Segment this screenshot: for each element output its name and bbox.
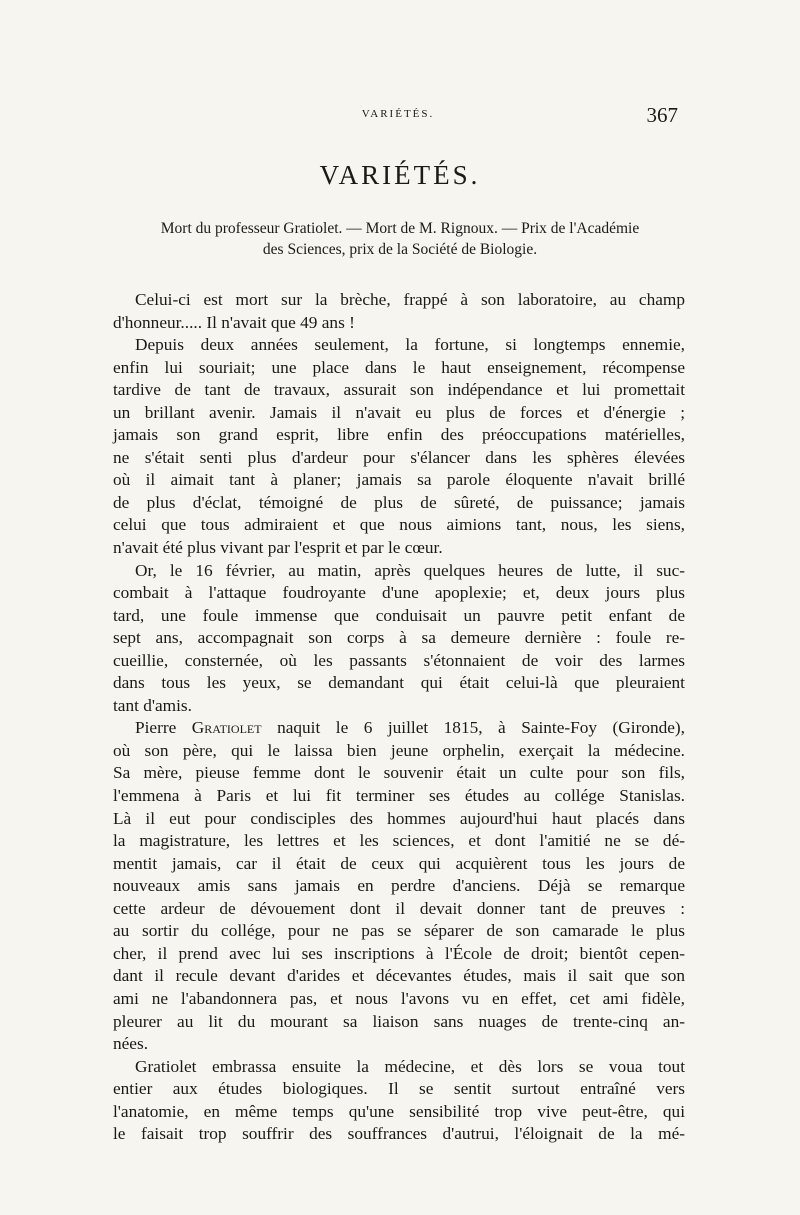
page-number: 367 xyxy=(646,103,678,127)
text-line: l'emmena à Paris et lui fit terminer ses études au collége Stanislas. xyxy=(113,786,685,806)
text-line: où il aimait tant à planer; jamais sa parole éloquente n'avait brillé xyxy=(113,470,685,490)
subtitle-line: des Sciences, prix de la Société de Biologie. xyxy=(262,241,538,258)
text-line: celui que tous admiraient et que nous aimions tant, nous, les siens, xyxy=(113,515,685,535)
text-line: ami ne l'abandonnera pas, et nous l'avons vu en effet, cet ami fidèle, xyxy=(113,988,685,1008)
text-line: mentit jamais, car il était de ceux qui acquièrent tous les jours de xyxy=(113,853,685,873)
text-line: d'honneur..... Il n'avait que 49 ans ! xyxy=(113,312,355,332)
text-line: tard, une foule immense que conduisait un pauvre petit enfant de xyxy=(113,605,685,625)
text-line: jamais son grand esprit, libre enfin des préoccupations matérielles, xyxy=(113,425,685,445)
text-line: la magistrature, les lettres et les sciences, et dont l'amitié ne se dé- xyxy=(113,831,685,851)
text-line: enfin lui souriait; une place dans le haut enseignement, récompense xyxy=(113,357,685,377)
text-line: Gratiolet embrassa ensuite la médecine, et dès lors se voua tout xyxy=(135,1056,685,1076)
section-title: VARIÉTÉS. xyxy=(319,160,481,190)
text-line: Celui-ci est mort sur la brèche, frappé à son laboratoire, au champ xyxy=(135,290,685,309)
text-line xyxy=(113,717,685,740)
text-line: Depuis deux années seulement, la fortune, si longtemps ennemie, xyxy=(135,335,685,355)
text-line: au sortir du collége, pour ne pas se séparer de son camarade le plus xyxy=(113,921,685,941)
text-fragment: naquit le 6 juillet 1815, à Sainte-Foy (Gironde), xyxy=(277,718,685,738)
text-line: entier aux études biologiques. Il se sentit surtout entraîné vers xyxy=(113,1079,685,1099)
text-line: nouveaux amis sans jamais en perdre d'anciens. Déjà se remarque xyxy=(113,876,685,896)
running-title: VARIÉTÉS. xyxy=(361,108,435,120)
body-text xyxy=(113,289,685,1146)
subtitle xyxy=(115,218,685,260)
running-head xyxy=(112,103,684,127)
text-line: dans tous les yeux, se demandant qui était celui-là que pleuraient xyxy=(113,673,685,693)
text-line: combait à l'attaque foudroyante d'une apoplexie; et, deux jours plus xyxy=(113,583,685,603)
text-line: nées. xyxy=(113,1034,149,1054)
text-line: Sa mère, pieuse femme dont le souvenir était un culte pour son fils, xyxy=(113,763,685,783)
text-line: ne s'était senti plus d'ardeur pour s'élancer dans les sphères élevées xyxy=(113,447,685,467)
text-line: Là il eut pour condisciples des hommes aujourd'hui haut placés dans xyxy=(113,808,685,828)
text-line: tant d'amis. xyxy=(113,695,192,715)
text-line: cher, il prend avec lui ses inscriptions à l'École de droit; bientôt cepen- xyxy=(113,943,685,963)
text-line: un brillant avenir. Jamais il n'avait eu plus de forces et d'énergie ; xyxy=(113,402,685,422)
text-line: sept ans, accompagnait son corps à sa demeure dernière : foule re- xyxy=(113,628,685,648)
text-line: dant il recule devant d'arides et décevantes études, mais il sait que son xyxy=(113,966,685,986)
text-line: n'avait été plus vivant par l'esprit et par le cœur. xyxy=(113,538,443,558)
first-name: Pierre xyxy=(135,718,177,738)
text-line: de plus d'éclat, témoigné de plus de sûreté, de puissance; jamais xyxy=(113,492,685,512)
text-line: cette ardeur de dévouement dont il devait donner tant de preuves : xyxy=(113,898,685,918)
subtitle-line: Mort du professeur Gratiolet. — Mort de M. Rignoux. — Prix de l'Académie xyxy=(160,220,640,237)
text-line: tardive de tant de travaux, assurait son indépendance et lui promettait xyxy=(113,380,685,400)
author-name: Gratiolet xyxy=(191,718,262,738)
text-line: le faisait trop souffrir des souffrances d'autrui, l'éloignait de la mé- xyxy=(113,1124,685,1144)
text-line: pleurer au lit du mourant sa liaison sans nuages de trente-cinq an- xyxy=(113,1011,685,1031)
text-line: cueillie, consternée, où les passants s'étonnaient de voir des larmes xyxy=(113,650,685,670)
text-line: l'anatomie, en même temps qu'une sensibilité trop vive peut-être, qui xyxy=(113,1101,685,1121)
text-line: où son père, qui le laissa bien jeune orphelin, exerçait la médecine. xyxy=(113,740,685,760)
text-line: Or, le 16 février, au matin, après quelques heures de lutte, il suc- xyxy=(135,560,685,580)
